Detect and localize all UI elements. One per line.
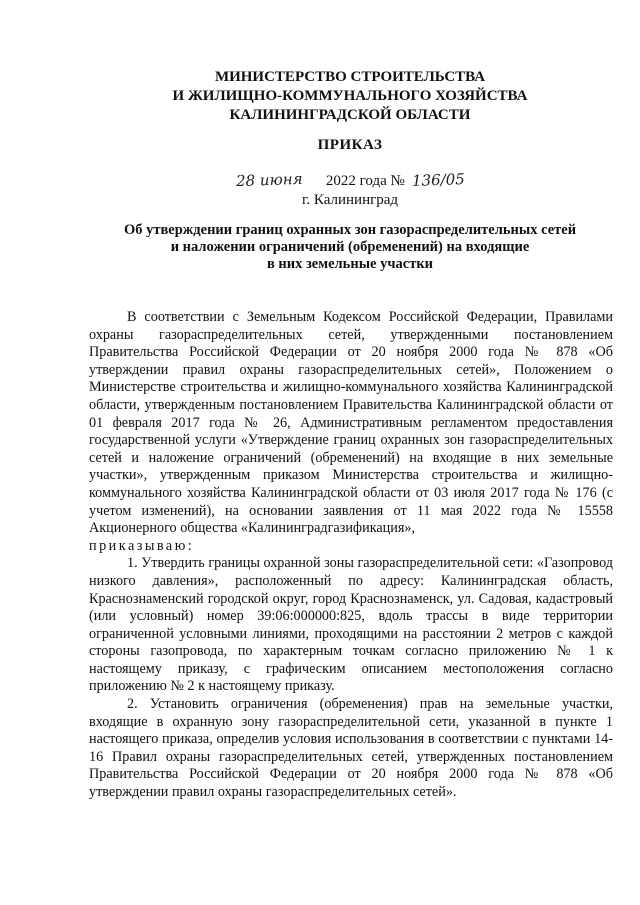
subject-line-3: в них земельные участки [266, 256, 434, 272]
subject-line-2: и наложении ограничений (обременений) на входящие [170, 239, 530, 255]
handwritten-date: 28 июня [235, 169, 303, 191]
ministry-line-2: И ЖИЛИЩНО-КОММУНАЛЬНОГО ХОЗЯЙСТВА [172, 88, 528, 104]
printed-date-label: 2022 года № [325, 173, 405, 189]
document-title: ПРИКАЗ [317, 137, 383, 153]
item-2-paragraph: 2. Установить ограничения (обременения) прав на земельные участки, входящие в охранную зону газораспределительной сети, указанной в пункте 1 настоящего приказа, определив условия использования в соответствии с пунктами 14-16 Правил охраны газораспределительных сетей, утвержденных постановлением Правительства Российской Федерации от 20 ноября 2000 года № 878 «Об утверждении правил охраны газораспределительных сетей». [89, 696, 613, 801]
order-body [89, 309, 613, 802]
order-word: приказываю: [89, 537, 195, 554]
ministry-line-3: КАЛИНИНГРАДСКОЙ ОБЛАСТИ [229, 107, 471, 123]
order-word-paragraph [89, 538, 613, 556]
item-1-paragraph: 1. Утвердить границы охранной зоны газораспределительной сети: «Газопровод низкого давления», расположенный по адресу: Калининградская область, Краснознаменский городской округ, город Краснознаменск, ул. Садовая, кадастровый (или условный) номер 39:06:000000:825, вдоль трассы в виде территории ограниченной условными линиями, проходящими на расстоянии 2 метров с каждой стороны газопровода, по характерным точкам согласно приложению № 1 к настоящему приказу, с графическим описанием местоположения согласно приложению № 2 к настоящему приказу. [89, 555, 613, 695]
subject-line-1: Об утверждении границ охранных зон газораспределительных сетей [123, 222, 577, 238]
ministry-header [60, 68, 640, 125]
city-line: г. Калининград [301, 192, 399, 208]
date-number-line [60, 171, 640, 190]
preamble-paragraph: В соответствии с Земельным Кодексом Российской Федерации, Правилами охраны газораспределительных сетей, утвержденными постановлением Правительства Российской Федерации от 20 ноября 2000 года № 878 «Об утверждении правил охраны газораспределительных сетей», Положением о Министерстве строительства и жилищно-коммунального хозяйства Калининградской области, утвержденным постановлением Правительства Калининградской области от 01 февраля 2017 года № 26, Административным регламентом предоставления государственной услуги «Утверждение границ охранных зон газораспределительных сетей и наложение ограничений (обременений) на входящие в них земельные участки», утвержденным приказом Министерства строительства и жилищно-коммунального хозяйства Калининградской области от 03 июля 2017 года № 176 (с учетом изменений), на основании заявления от 11 мая 2022 года № 15558 Акционерного общества «Калининградгазификация», [89, 309, 613, 537]
handwritten-order-number: 136/05 [411, 170, 465, 190]
order-subject [100, 222, 600, 273]
ministry-line-1: МИНИСТЕРСТВО СТРОИТЕЛЬСТВА [214, 69, 486, 85]
